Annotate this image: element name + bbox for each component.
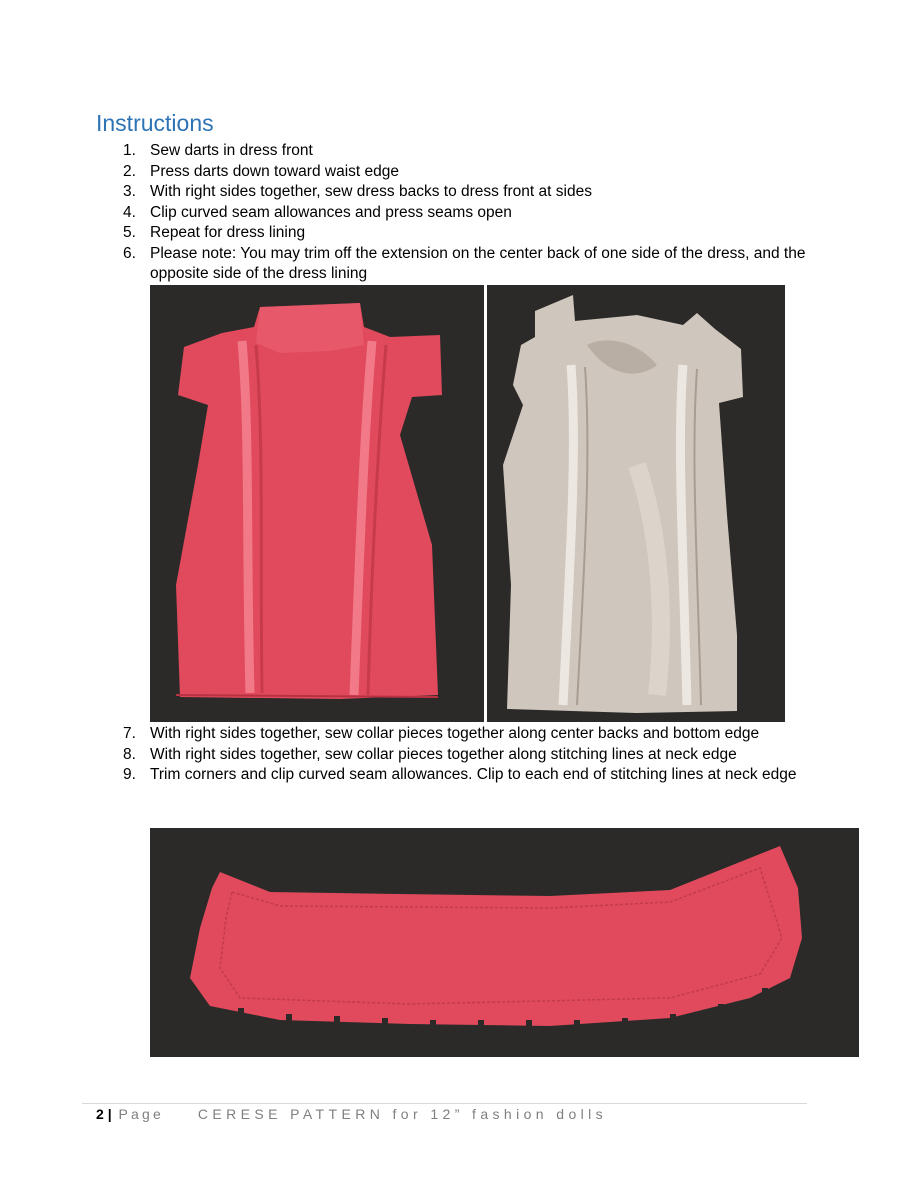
list-item [0, 141, 900, 162]
list-item [0, 244, 900, 285]
step-number: 9. [123, 766, 136, 783]
step-text: With right sides together, sew collar pieces together along center backs and bottom edge [150, 725, 760, 742]
step-text: Clip curved seam allowances and press seams open [150, 203, 512, 221]
list-item [0, 182, 900, 203]
page-number: 2 [96, 1106, 104, 1122]
step-number: 4. [123, 203, 136, 221]
dress-lining-photo [487, 285, 785, 722]
section-heading: Instructions [96, 110, 214, 136]
step-text: Sew darts in dress front [150, 142, 313, 159]
step-text: Please note: You may trim off the extension on the center back of one side of the dress, and the opposite side of the dress lining [150, 244, 806, 282]
step-number: 3. [123, 183, 136, 200]
footer-separator: | [107, 1106, 112, 1122]
collar-photo [150, 828, 859, 1057]
list-item [0, 724, 900, 745]
step-text: With right sides together, sew collar pieces together along stitching lines at neck edge [150, 745, 737, 763]
step-number: 2. [123, 162, 136, 180]
list-item [0, 162, 900, 183]
step-text: Trim corners and clip curved seam allowances. Clip to each end of stitching lines at neck edge [150, 766, 797, 783]
page-label: Page [118, 1106, 164, 1122]
step-number: 6. [123, 244, 136, 262]
page-footer [96, 1106, 607, 1122]
instruction-list-part-2 [0, 724, 900, 786]
footer-divider [82, 1103, 807, 1104]
step-number: 7. [123, 725, 136, 742]
step-number: 1. [123, 142, 136, 159]
list-item [0, 203, 900, 224]
step-number: 8. [123, 745, 136, 763]
step-text: With right sides together, sew dress backs to dress front at sides [150, 183, 592, 200]
step-number: 5. [123, 224, 136, 241]
document-title: CERESE PATTERN for 12” fashion dolls [197, 1106, 608, 1122]
list-item [0, 765, 900, 786]
list-item [0, 745, 900, 766]
step-text: Repeat for dress lining [150, 224, 306, 241]
list-item [0, 223, 900, 244]
instruction-list-part-1 [0, 141, 900, 285]
step-text: Press darts down toward waist edge [150, 162, 399, 180]
dress-front-photo [150, 285, 484, 722]
